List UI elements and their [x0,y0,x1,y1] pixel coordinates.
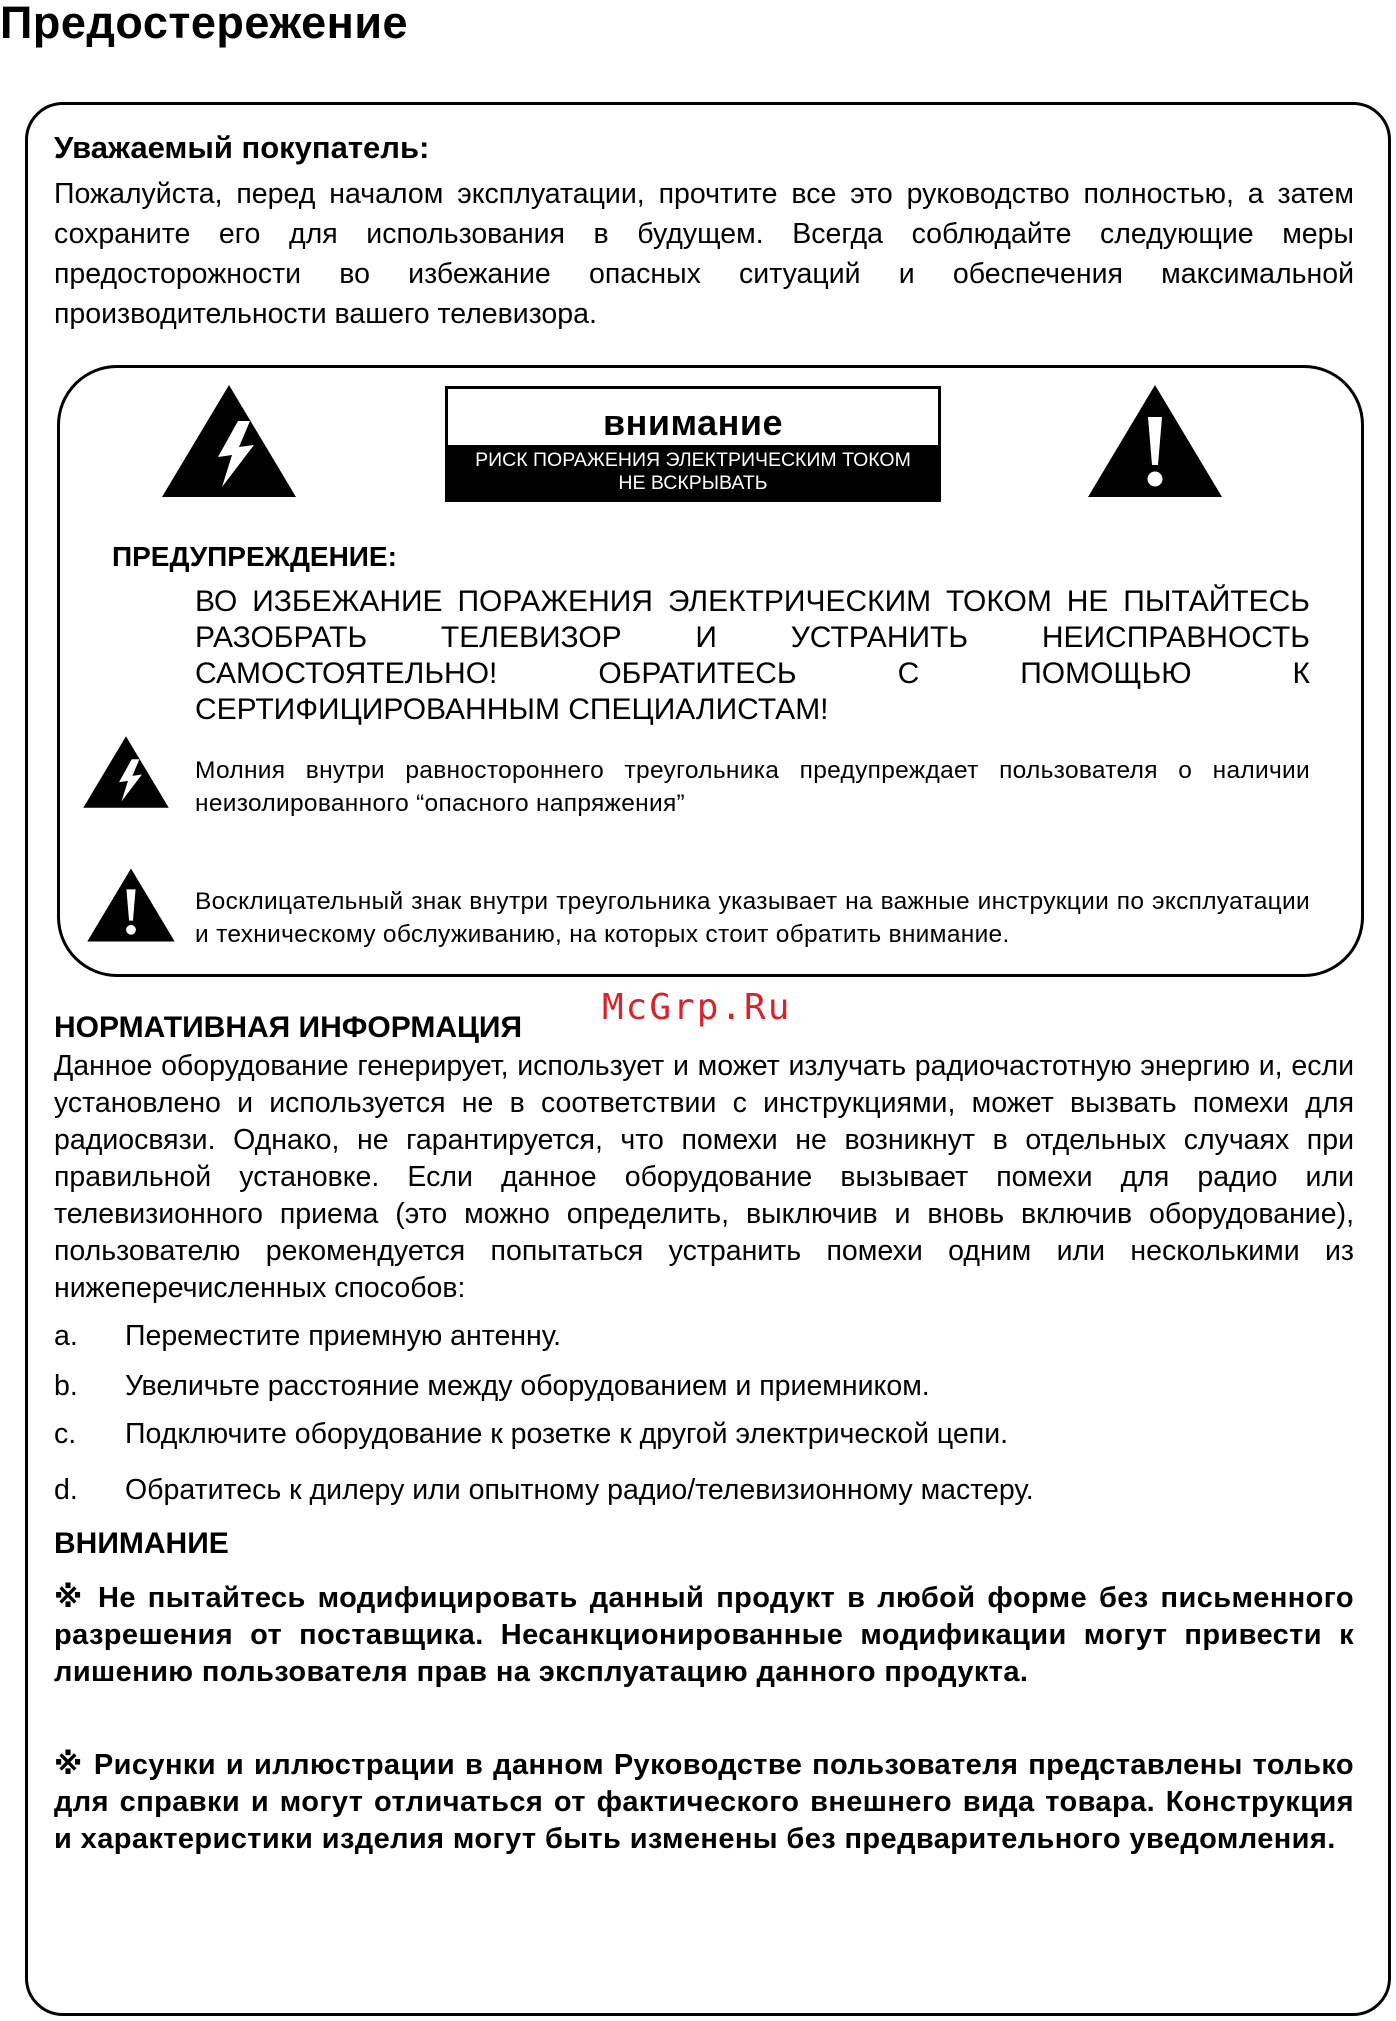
caution-title: внимание [602,402,784,443]
illustration-note: ※ Рисунки и иллюстрации в данном Руководстве пользователя представлены только для справки и могут отличаться от фактического внешнего вида товара. Конструкция и характеристики изделия могут быть изменены без предварительного уведомления. [54,1749,1354,1855]
caution-line-do-not-open: НЕ ВСКРЫВАТЬ [618,472,768,494]
warning-heading: ПРЕДУПРЕЖДЕНИЕ: [112,541,397,572]
lightning-symbol-icon [82,733,170,811]
regulatory-paragraph: Данное оборудование генерирует, использует и может излучать радиочастотную энергию и, если установлено и используется не в соответствии с инструкциями, может вызвать помехи для радиосвязи. Однако, не гарантируется, что помехи не возникнут в отдельных случаях при правильной установке. Если данное оборудование вызывает помехи для радио или телевизионного приема (это можно определить, выключив и вновь включив оборудование), пользователю рекомендуется попытаться устранить помехи одним или несколькими из нижеперечисленных способов: [54,1050,1354,1304]
caution-line-shock-risk: РИСК ПОРАЖЕНИЯ ЭЛЕКТРИЧЕСКИМ ТОКОМ [475,449,911,471]
exclamation-symbol-note: Восклицательный знак внутри треугольника указывает на важные инструкции по эксплуатации и техническому обслуживанию, на которых стоит обратить внимание. [195,888,1310,948]
exclamation-warning-icon [1086,383,1224,499]
intro-paragraph: Пожалуйста, перед началом эксплуатации, прочтите все это руководство полностью, а затем сохраните его для использования в будущем. Всегда соблюдайте следующие меры предосторожности во избежание опасных ситуаций и обеспечения максимальной производительности вашего телевизора. [54,178,1354,330]
caution-band [448,445,938,499]
list-text: Обратитесь к дилеру или опытному радио/телевизионному мастеру. [125,1474,1034,1506]
caution-label [445,386,941,502]
attention-heading: ВНИМАНИЕ [54,1527,229,1560]
list-marker: a. [54,1320,78,1352]
modification-note: ※ Не пытайтесь модифицировать данный продукт в любой форме без письменного разрешения от поставщика. Несанкционированные модификации могут привести к лишению пользователя прав на эксплуатацию данного продукта. [54,1582,1354,1688]
list-marker: c. [54,1418,77,1450]
greeting-heading: Уважаемый покупатель: [54,130,430,165]
list-text: Подключите оборудование к розетке к другой электрической цепи. [125,1418,1009,1450]
list-marker: d. [54,1474,78,1506]
lightning-warning-icon [160,383,298,499]
list-text: Переместите приемную антенну. [125,1320,562,1352]
list-text: Увеличьте расстояние между оборудованием и приемником. [125,1370,930,1402]
list-marker: b. [54,1370,78,1402]
lightning-symbol-note: Молния внутри равностороннего треугольника предупреждает пользователя о наличии неизолированного “опасного напряжения” [195,757,1310,817]
watermark: McGrp.Ru [602,987,792,1028]
warning-text: ВО ИЗБЕЖАНИЕ ПОРАЖЕНИЯ ЭЛЕКТРИЧЕСКИМ ТОКОМ НЕ ПЫТАЙТЕСЬ РАЗОБРАТЬ ТЕЛЕВИЗОР И УСТРАНИТЬ НЕИСПРАВНОСТЬ САМОСТОЯТЕЛЬНО! ОБРАТИТЕСЬ С ПОМОЩЬЮ К СЕРТИФИЦИРОВАННЫМ СПЕЦИАЛИСТАМ! [195,585,1310,726]
page-title: Предостережение [0,0,409,48]
exclamation-symbol-icon [86,865,176,945]
regulatory-heading: НОРМАТИВНАЯ ИНФОРМАЦИЯ [54,1011,523,1044]
